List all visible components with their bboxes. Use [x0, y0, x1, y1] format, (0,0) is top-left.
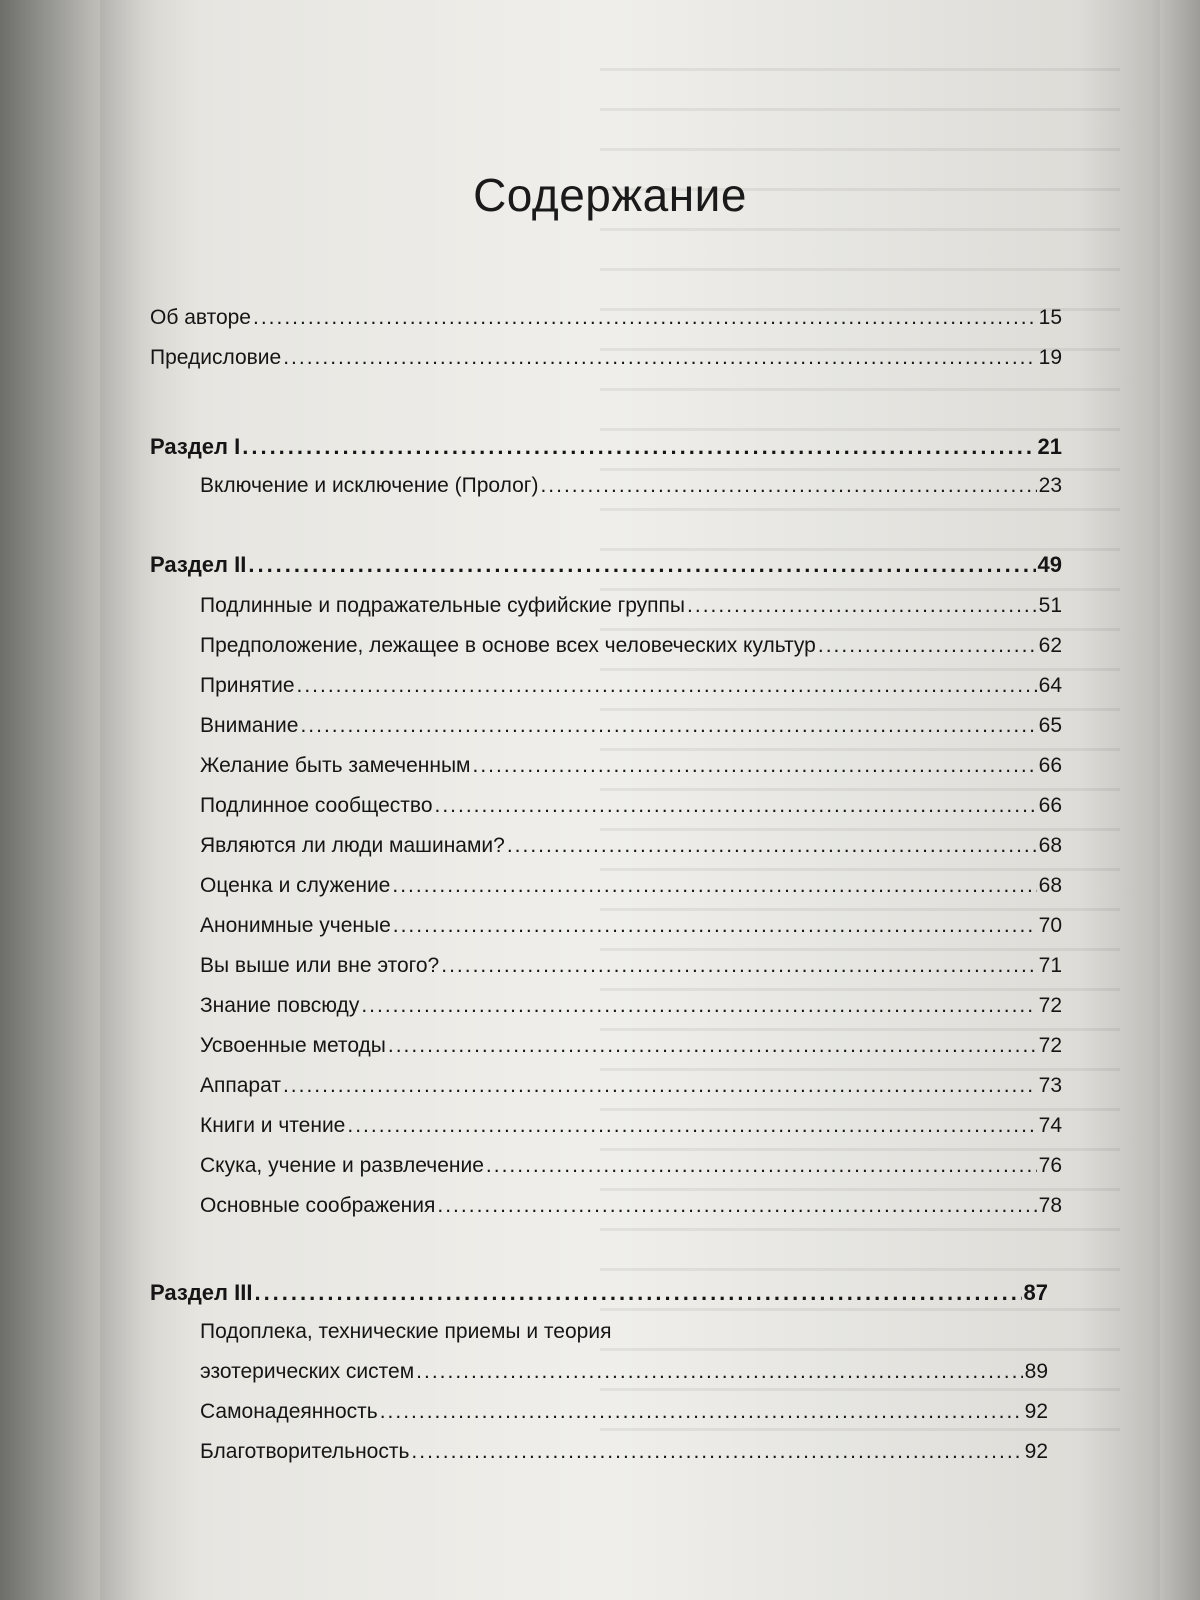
leader-dots [283, 346, 1036, 370]
toc-entry [200, 594, 1062, 634]
leader-dots [507, 834, 1037, 858]
toc-entry-label: Предположение, лежащее в основе всех человеческих культур [200, 634, 816, 657]
toc-entry-label: эзотерических систем [200, 1360, 415, 1383]
toc-entry [200, 674, 1062, 714]
toc-entry-label: Знание повсюду [200, 994, 360, 1017]
toc-page-number: 65 [1038, 714, 1062, 737]
toc-page-number: 68 [1038, 834, 1062, 857]
toc-page-number: 70 [1038, 914, 1062, 937]
toc-page-number: 49 [1037, 552, 1062, 577]
leader-dots [297, 674, 1037, 698]
toc-page-number: 23 [1038, 474, 1062, 497]
toc-page-number: 15 [1038, 306, 1062, 329]
toc-entry [150, 306, 1062, 346]
toc-page-number: 74 [1038, 1114, 1062, 1137]
table-of-contents [150, 0, 1070, 1600]
toc-entry [200, 1400, 1048, 1440]
toc-entry-label: Усвоенные методы [200, 1034, 386, 1057]
toc-page-number: 51 [1038, 594, 1062, 617]
leader-dots [361, 994, 1036, 1018]
toc-page-number: 64 [1038, 674, 1062, 697]
toc-entry-label: Об авторе [150, 306, 251, 329]
leader-dots [441, 954, 1036, 978]
leader-dots [540, 474, 1036, 498]
leader-dots [347, 1114, 1036, 1138]
toc-entry-label: Оценка и служение [200, 874, 391, 897]
toc-entry-label: Желание быть замеченным [200, 754, 471, 777]
toc-entry-label: Внимание [200, 714, 299, 737]
leader-dots [242, 434, 1035, 460]
leader-dots [248, 552, 1035, 578]
toc-entry [200, 794, 1062, 834]
toc-entry-label: Анонимные ученые [200, 914, 391, 937]
toc-entry-label: Подоплека, технические приемы и теория [200, 1320, 612, 1343]
toc-section [150, 552, 1062, 592]
toc-entry [200, 954, 1062, 994]
toc-entry-label: Аппарат [200, 1074, 281, 1097]
toc-page-number: 87 [1023, 1280, 1048, 1305]
toc-entry [200, 754, 1062, 794]
toc-page-number: 21 [1037, 434, 1062, 459]
leader-dots [300, 714, 1036, 738]
toc-page-number: 66 [1038, 794, 1062, 817]
toc-entry-line1 [200, 1320, 1048, 1360]
toc-page-number: 66 [1038, 754, 1062, 777]
toc-page-number: 73 [1038, 1074, 1062, 1097]
toc-entry-label: Основные соображения [200, 1194, 436, 1217]
toc-page-number: 92 [1024, 1440, 1048, 1463]
toc-page-number: 62 [1038, 634, 1062, 657]
toc-entry-label: Подлинное сообщество [200, 794, 433, 817]
toc-entry [200, 1074, 1062, 1114]
toc-section-label: Раздел III [150, 1280, 253, 1305]
leader-dots [253, 306, 1037, 330]
toc-page-number: 92 [1024, 1400, 1048, 1423]
toc-entry-label: Подлинные и подражательные суфийские группы [200, 594, 686, 617]
toc-entry-label: Самонадеянность [200, 1400, 378, 1423]
toc-section-label: Раздел I [150, 434, 241, 459]
toc-entry [200, 914, 1062, 954]
toc-page-number: 68 [1038, 874, 1062, 897]
toc-entry-label: Включение и исключение (Пролог) [200, 474, 539, 497]
leader-dots [486, 1154, 1037, 1178]
toc-entry-label: Вы выше или вне этого? [200, 954, 440, 977]
toc-entry [200, 1154, 1062, 1194]
toc-entry [200, 1360, 1048, 1400]
toc-entry [200, 634, 1062, 674]
toc-page-number: 76 [1038, 1154, 1062, 1177]
leader-dots [392, 874, 1036, 898]
toc-entry [200, 1034, 1062, 1074]
toc-page-number: 72 [1038, 994, 1062, 1017]
toc-entry [200, 714, 1062, 754]
toc-entry [200, 1114, 1062, 1154]
leader-dots [254, 1280, 1021, 1306]
toc-entry-label: Книги и чтение [200, 1114, 346, 1137]
leader-dots [818, 634, 1037, 658]
toc-entry-label: Принятие [200, 674, 295, 697]
toc-page-number: 72 [1038, 1034, 1062, 1057]
leader-dots [416, 1360, 1022, 1384]
toc-entry-label: Являются ли люди машинами? [200, 834, 505, 857]
toc-entry [200, 1440, 1048, 1480]
leader-dots [411, 1440, 1022, 1464]
leader-dots [687, 594, 1037, 618]
leader-dots [393, 914, 1037, 938]
toc-entry [150, 346, 1062, 386]
toc-entry [200, 994, 1062, 1034]
leader-dots [380, 1400, 1023, 1424]
toc-section-label: Раздел II [150, 552, 247, 577]
toc-entry [200, 874, 1062, 914]
toc-entry [200, 1194, 1062, 1234]
toc-entry [200, 834, 1062, 874]
toc-page-number: 71 [1038, 954, 1062, 977]
leader-dots [388, 1034, 1037, 1058]
leader-dots [283, 1074, 1037, 1098]
leader-dots [435, 794, 1037, 818]
toc-entry-label: Благотворительность [200, 1440, 410, 1463]
leader-dots [437, 1194, 1036, 1218]
toc-entry-label: Скука, учение и развлечение [200, 1154, 484, 1177]
toc-page-number: 78 [1038, 1194, 1062, 1217]
page-title: Содержание [473, 169, 747, 221]
toc-page-number: 89 [1024, 1360, 1048, 1383]
toc-section [150, 1280, 1048, 1320]
book-page [100, 0, 1160, 1600]
toc-entry [200, 474, 1062, 514]
toc-entry-label: Предисловие [150, 346, 282, 369]
toc-section [150, 434, 1062, 474]
toc-page-number: 19 [1038, 346, 1062, 369]
leader-dots [472, 754, 1036, 778]
